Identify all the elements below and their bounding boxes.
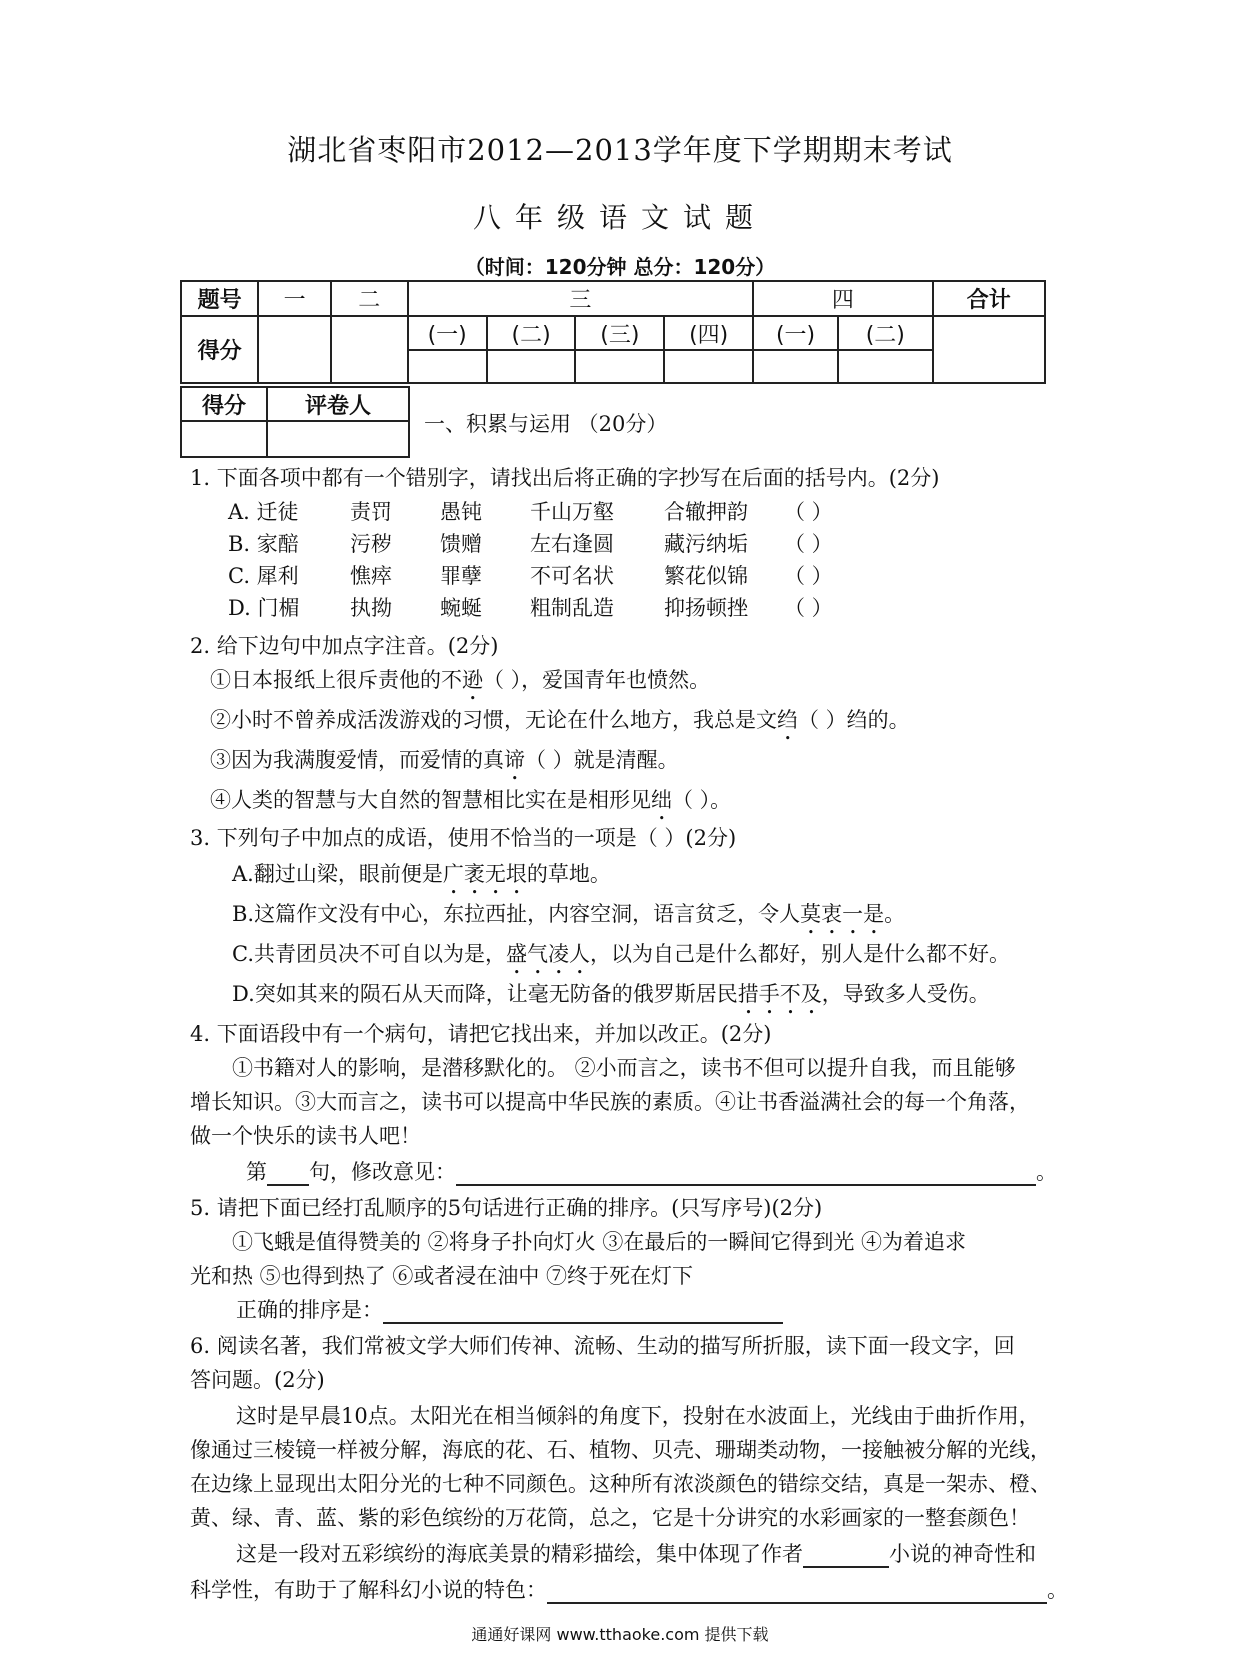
score-cell[interactable]: [258, 316, 331, 383]
grader-table: [180, 386, 410, 458]
q5-sentences: 光和热 ⑤也得到热了 ⑥或者浸在油中 ⑦终于死在灯下: [190, 1264, 694, 1288]
q1-option-word: C. 犀利: [228, 564, 299, 588]
q1-option-word: 蜿蜒: [440, 596, 482, 620]
score-cell[interactable]: [664, 350, 753, 383]
q4-passage-line: 做一个快乐的读书人吧！: [190, 1124, 421, 1148]
q5-sentences: ①飞蛾是值得赞美的 ②将身子扑向灯火 ③在最后的一瞬间它得到光 ④为着追求: [232, 1230, 967, 1254]
q3-option: B.这篇作文没有中心，东拉西扯，内容空洞，语言贫乏，令人莫衷一是。: [232, 902, 906, 926]
q6-passage-line: 这时是早晨10点。太阳光在相当倾斜的角度下，投射在水波面上，光线由于曲折作用，: [236, 1404, 1040, 1428]
q3-option: A.翻过山梁，眼前便是广袤无垠的草地。: [232, 862, 611, 886]
q4-passage-line: 增长知识。③大而言之，读书可以提高中华民族的素质。④让书香溢满社会的每一个角落，: [190, 1090, 1030, 1114]
q4-passage-line: ①书籍对人的影响，是潜移默化的。 ②小而言之，读书不但可以提升自我，而且能够: [232, 1056, 1016, 1080]
grader-score-cell[interactable]: [181, 421, 267, 457]
q1-option-word: 憔瘁: [350, 564, 392, 588]
sub-head: (四): [664, 316, 753, 351]
q1-option-word: 不可名状: [530, 564, 614, 588]
q5-order-blank[interactable]: [383, 1300, 783, 1324]
q6-passage-line: 黄、绿、青、蓝、紫的彩色缤纷的万花筒，总之，它是十分讲究的水彩画家的一整套颜色！: [190, 1506, 1030, 1530]
score-table-head: 题号: [181, 281, 258, 316]
q1-option-word: 繁花似锦: [664, 564, 748, 588]
score-table-head: 合计: [933, 281, 1045, 316]
q3-stem: 3. 下列句子中加点的成语，使用不恰当的一项是（ ）(2分): [190, 826, 737, 850]
q6-stem: 6. 阅读名著，我们常被文学大师们传神、流畅、生动的描写所折服，读下面一段文字，回: [190, 1334, 1015, 1358]
q1-answer-parens[interactable]: （ ）: [784, 596, 833, 620]
time-score-info: （时间：120分钟 总分：120分）: [464, 255, 776, 279]
q2-item: ③因为我满腹爱情，而爱情的真谛（ ）就是清醒。: [210, 748, 679, 772]
grader-score-label: 得分: [181, 387, 267, 421]
score-cell[interactable]: [753, 350, 838, 383]
score-table-head: 一: [258, 281, 331, 316]
q4-answer: 第 句，修改意见： 。: [246, 1160, 1057, 1184]
score-cell[interactable]: [331, 316, 408, 383]
q5-stem: 5. 请把下面已经打乱顺序的5句话进行正确的排序。(只写序号)(2分): [190, 1196, 823, 1220]
q4-revision-blank[interactable]: [456, 1162, 1036, 1186]
sub-head: (一): [753, 316, 838, 351]
footer-source: 通通好课网 www.tthaoke.com 提供下载: [471, 1625, 769, 1644]
q3-option: D.突如其来的陨石从天而降，让毫无防备的俄罗斯居民措手不及，导致多人受伤。: [232, 982, 990, 1006]
q1-option-word: 千山万壑: [530, 500, 614, 524]
grader-name-label: 评卷人: [267, 387, 409, 421]
score-table-head: 三: [408, 281, 753, 316]
q3-option: C.共青团员决不可自以为是，盛气凌人，以为自己是什么都好，别人是什么都不好。: [232, 942, 1010, 966]
q1-answer-parens[interactable]: （ ）: [784, 500, 833, 524]
score-cell[interactable]: [933, 316, 1045, 383]
q6-question-line: 科学性，有助于了解科幻小说的特色： 。: [190, 1578, 1068, 1602]
q4-sentence-blank[interactable]: [267, 1162, 309, 1186]
q6-feature-blank[interactable]: [547, 1580, 1047, 1604]
sub-head: (三): [575, 316, 664, 351]
sub-head: (二): [487, 316, 576, 351]
q1-option-word: D. 门楣: [228, 596, 300, 620]
q6-stem: 答问题。(2分): [190, 1368, 325, 1392]
q1-option-word: 馈赠: [440, 532, 482, 556]
score-cell[interactable]: [838, 350, 933, 383]
q1-stem: 1. 下面各项中都有一个错别字，请找出后将正确的字抄写在后面的括号内。(2分): [190, 466, 940, 490]
q5-answer: 正确的排序是：: [236, 1294, 783, 1324]
score-table-head: 二: [331, 281, 408, 316]
sub-head: (二): [838, 316, 933, 351]
score-row-label: 得分: [181, 316, 258, 383]
section-heading: 一、积累与运用 （20分）: [424, 412, 668, 436]
q1-option-word: 合辙押韵: [664, 500, 748, 524]
grader-name-cell[interactable]: [267, 421, 409, 457]
q1-option-word: 左右逢圆: [530, 532, 614, 556]
q1-option-word: 抑扬顿挫: [664, 596, 748, 620]
exam-title: 湖北省枣阳市2012—2013学年度下学期期末考试: [287, 133, 953, 167]
q1-answer-parens[interactable]: （ ）: [784, 564, 833, 588]
q1-option-word: 责罚: [350, 500, 392, 524]
q1-option-word: B. 家醅: [228, 532, 299, 556]
score-table: [180, 280, 1046, 384]
q2-item: ①日本报纸上很斥责他的不逊（ ），爱国青年也愤然。: [210, 668, 711, 692]
q6-question-line: 这是一段对五彩缤纷的海底美景的精彩描绘，集中体现了作者 小说的神奇性和: [236, 1542, 1036, 1566]
exam-subtitle: 八年级语文试题: [472, 201, 767, 234]
score-cell[interactable]: [408, 350, 487, 383]
q1-option-word: A. 迁徒: [228, 500, 299, 524]
score-table-head: 四: [753, 281, 933, 316]
score-cell[interactable]: [575, 350, 664, 383]
score-cell[interactable]: [487, 350, 576, 383]
q1-option-word: 藏污纳垢: [664, 532, 748, 556]
q2-stem: 2. 给下边句中加点字注音。(2分): [190, 634, 499, 658]
q1-option-word: 执拗: [350, 596, 392, 620]
q2-item: ④人类的智慧与大自然的智慧相比实在是相形见绌（ ）。: [210, 788, 732, 812]
q1-option-word: 粗制乱造: [530, 596, 614, 620]
sub-head: (一): [408, 316, 487, 351]
q6-passage-line: 在边缘上显现出太阳分光的七种不同颜色。这种所有浓淡颜色的错综交结，真是一架赤、橙、: [190, 1472, 1051, 1496]
q1-option-word: 愚钝: [440, 500, 482, 524]
q6-passage-line: 像通过三棱镜一样被分解，海底的花、石、植物、贝壳、珊瑚类动物，一接触被分解的光线，: [190, 1438, 1051, 1462]
q1-option-word: 污秽: [350, 532, 392, 556]
q1-answer-parens[interactable]: （ ）: [784, 532, 833, 556]
q2-item: ②小时不曾养成活泼游戏的习惯，无论在什么地方，我总是文绉（ ）绉的。: [210, 708, 910, 732]
q6-author-blank[interactable]: [803, 1544, 889, 1568]
q4-stem: 4. 下面语段中有一个病句，请把它找出来，并加以改正。(2分): [190, 1022, 772, 1046]
q1-option-word: 罪孽: [440, 564, 482, 588]
